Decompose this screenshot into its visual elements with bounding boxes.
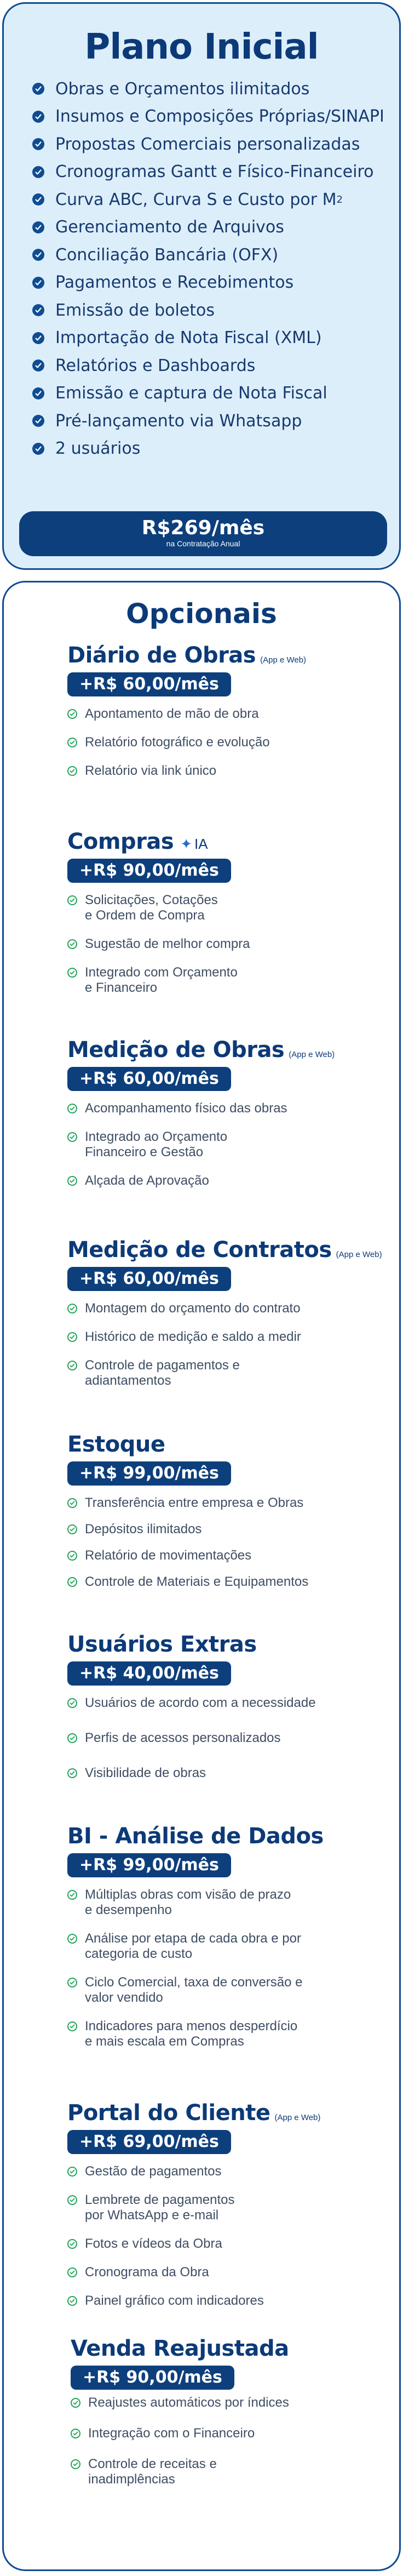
plan-feature-label: Curva ABC, Curva S e Custo por M — [55, 190, 337, 209]
check-circle-icon — [67, 1551, 77, 1561]
section-items — [67, 1695, 374, 1781]
list-item — [67, 1931, 374, 1962]
section-tag: (App e Web) — [260, 655, 307, 665]
check-circle-icon — [71, 2459, 80, 2469]
optional-usuarios-extras — [67, 1632, 374, 1801]
check-circle-icon — [67, 738, 77, 747]
item-label: Relatório fotográfico e evolução — [85, 735, 270, 750]
check-circle-icon — [67, 968, 77, 978]
plan-feature-label: Conciliação Bancária (OFX) — [55, 245, 279, 265]
check-circle-icon — [67, 1577, 77, 1587]
m2-superscript: 2 — [336, 193, 343, 205]
check-circle-icon — [67, 2296, 77, 2306]
section-items — [67, 1301, 374, 1389]
section-title: Medição de Contratos — [67, 1237, 332, 1263]
plan-feature-label: Propostas Comerciais personalizadas — [55, 134, 360, 154]
list-item — [67, 2293, 374, 2309]
optional-medicao-de-obras — [67, 1037, 374, 1202]
list-item — [67, 1548, 374, 1563]
list-item — [67, 965, 374, 996]
optional-portal-do-cliente — [67, 2100, 374, 2322]
plan-feature-label: Insumos e Composições Próprias/SINAPI — [55, 107, 384, 127]
plan-feature-label: Emissão e captura de Nota Fiscal — [55, 384, 327, 403]
item-label: Depósitos ilimitados — [85, 1522, 202, 1537]
list-item — [67, 735, 374, 750]
section-title: Usuários Extras — [67, 1632, 257, 1657]
check-circle-icon — [67, 895, 77, 905]
plan-feature — [32, 241, 394, 269]
list-item — [67, 1522, 374, 1537]
check-icon — [32, 415, 44, 427]
optionals-title: Opcionais — [126, 598, 277, 630]
check-circle-icon — [67, 1104, 77, 1113]
plan-feature — [32, 214, 394, 242]
check-icon — [32, 193, 44, 205]
list-item — [67, 1101, 374, 1116]
item-label: Visibilidade de obras — [85, 1766, 206, 1780]
section-title: Portal do Cliente — [67, 2100, 270, 2126]
section-price: +R$ 60,00/mês — [67, 1067, 231, 1091]
item-label: Transferência entre empresa e Obras — [85, 1495, 304, 1510]
check-circle-icon — [67, 709, 77, 719]
item-label: Fotos e vídeos da Obra — [85, 2236, 222, 2251]
plan-title: Plano Inicial — [84, 27, 319, 67]
plan-feature — [32, 296, 394, 324]
check-icon — [32, 387, 44, 399]
section-tag: (App e Web) — [336, 1250, 382, 1259]
list-item — [67, 1329, 374, 1345]
list-item — [67, 1495, 374, 1511]
list-item — [67, 2019, 374, 2049]
list-item — [67, 1301, 374, 1316]
list-item — [71, 2395, 377, 2411]
plan-feature-label: Cronogramas Gantt e Físico-Financeiro — [55, 162, 374, 182]
plan-feature — [32, 130, 394, 158]
check-icon — [32, 83, 44, 95]
list-item — [67, 2164, 374, 2179]
section-price: +R$ 60,00/mês — [67, 1267, 231, 1291]
check-icon — [32, 332, 44, 344]
plan-feature-list — [32, 75, 394, 462]
section-price: +R$ 90,00/mês — [71, 2366, 234, 2390]
plan-feature-label: Pagamentos e Recebimentos — [55, 273, 294, 293]
check-icon — [32, 249, 44, 261]
list-item — [67, 2236, 374, 2252]
ia-badge — [180, 836, 208, 853]
plan-feature — [32, 186, 394, 214]
plan-feature — [32, 158, 394, 186]
section-price: +R$ 60,00/mês — [67, 672, 231, 696]
plan-feature-label: Obras e Orçamentos ilimitados — [55, 79, 310, 99]
item-label: Múltiplas obras com visão de prazo e desempenho — [85, 1887, 291, 1917]
section-items — [67, 706, 374, 779]
section-title: Compras — [67, 829, 174, 854]
list-item — [67, 2265, 374, 2280]
list-item — [67, 2192, 374, 2223]
item-label: Painel gráfico com indicadores — [85, 2293, 264, 2308]
ia-label: IA — [194, 836, 208, 852]
section-price: +R$ 90,00/mês — [67, 859, 231, 883]
sparkle-icon: ✦ — [180, 836, 192, 852]
optional-compras — [67, 829, 374, 1009]
check-circle-icon — [67, 1132, 77, 1142]
plan-feature-label: 2 usuários — [55, 439, 141, 459]
section-items — [67, 1101, 374, 1189]
section-title: Medição de Obras — [67, 1037, 285, 1063]
item-label: Controle de receitas e inadimplências — [88, 2457, 217, 2487]
section-tag: (App e Web) — [274, 2113, 321, 2122]
optional-venda-reajustada — [71, 2336, 377, 2503]
optional-medicao-de-contratos — [67, 1237, 382, 1402]
list-item — [67, 1358, 374, 1389]
plan-price-bar — [19, 511, 387, 556]
plan-feature — [32, 103, 394, 131]
list-item — [67, 936, 374, 952]
plan-feature — [32, 269, 394, 297]
item-label: Usuários de acordo com a necessidade — [85, 1695, 316, 1710]
plan-feature — [32, 435, 394, 463]
optionals-card — [2, 581, 401, 2571]
plan-price-note: na Contratação Anual — [166, 539, 240, 548]
item-label: Reajustes automáticos por índices — [88, 2395, 289, 2410]
item-label: Integrado ao Orçamento Financeiro e Gestão — [85, 1129, 228, 1160]
list-item — [67, 1173, 374, 1189]
check-circle-icon — [67, 939, 77, 949]
check-circle-icon — [67, 1176, 77, 1186]
list-item — [67, 706, 374, 722]
check-circle-icon — [67, 2021, 77, 2031]
section-tag: (App e Web) — [289, 1050, 335, 1059]
plan-feature — [32, 324, 394, 352]
item-label: Sugestão de melhor compra — [85, 936, 250, 951]
list-item — [71, 2426, 377, 2441]
check-icon — [32, 304, 44, 316]
section-items — [71, 2395, 377, 2487]
check-circle-icon — [71, 2429, 80, 2438]
check-circle-icon — [67, 1498, 77, 1508]
plan-feature-label: Importação de Nota Fiscal (XML) — [55, 328, 322, 348]
check-icon — [32, 277, 44, 289]
item-label: Integração com o Financeiro — [88, 2426, 255, 2441]
section-price: +R$ 40,00/mês — [67, 1661, 231, 1686]
check-circle-icon — [67, 2239, 77, 2249]
optional-estoque — [67, 1432, 374, 1601]
item-label: Controle de Materiais e Equipamentos — [85, 1574, 309, 1589]
item-label: Ciclo Comercial, taxa de conversão e valor vendido — [85, 1975, 303, 2005]
check-circle-icon — [67, 766, 77, 776]
section-items — [67, 1887, 374, 2049]
list-item — [67, 1574, 374, 1590]
section-items — [67, 893, 374, 996]
check-circle-icon — [67, 1361, 77, 1370]
check-circle-icon — [67, 1733, 77, 1743]
section-title: Venda Reajustada — [71, 2336, 289, 2361]
plan-feature — [32, 352, 394, 380]
check-circle-icon — [67, 1890, 77, 1900]
section-title: Estoque — [67, 1432, 165, 1457]
check-circle-icon — [67, 2167, 77, 2177]
plan-feature — [32, 407, 394, 435]
item-label: Controle de pagamentos e adiantamentos — [85, 1358, 240, 1388]
optional-bi-analise-de-dados — [67, 1824, 374, 2063]
item-label: Gestão de pagamentos — [85, 2164, 222, 2179]
check-icon — [32, 138, 44, 150]
plan-price: R$269/mês — [141, 517, 265, 539]
check-circle-icon — [67, 1768, 77, 1778]
plan-feature-label: Gerenciamento de Arquivos — [55, 218, 284, 237]
item-label: Histórico de medição e saldo a medir — [85, 1329, 301, 1344]
section-title: Diário de Obras — [67, 643, 256, 668]
check-circle-icon — [67, 1698, 77, 1708]
item-label: Relatório via link único — [85, 763, 217, 778]
list-item — [67, 1695, 374, 1711]
section-items — [67, 2164, 374, 2309]
check-icon — [32, 359, 44, 372]
plan-feature-label: Relatórios e Dashboards — [55, 356, 256, 375]
list-item — [67, 893, 374, 923]
plan-feature-label: Emissão de boletos — [55, 300, 215, 320]
list-item — [67, 1887, 374, 1918]
check-circle-icon — [67, 2195, 77, 2205]
plan-feature — [32, 380, 394, 408]
check-icon — [32, 166, 44, 178]
item-label: Apontamento de mão de obra — [85, 706, 259, 721]
item-label: Indicadores para menos desperdício e mais escala em Compras — [85, 2019, 298, 2049]
list-item — [67, 763, 374, 779]
check-icon — [32, 443, 44, 455]
check-icon — [32, 221, 44, 233]
section-title: BI - Análise de Dados — [67, 1824, 324, 1849]
check-circle-icon — [67, 1524, 77, 1534]
item-label: Acompanhamento físico das obras — [85, 1101, 287, 1116]
plan-card — [2, 2, 401, 570]
optional-diario-de-obras — [67, 643, 374, 792]
list-item — [67, 1129, 374, 1160]
check-icon — [32, 111, 44, 123]
section-price: +R$ 69,00/mês — [67, 2130, 231, 2154]
check-circle-icon — [67, 2267, 77, 2277]
list-item — [67, 1730, 374, 1746]
check-circle-icon — [71, 2398, 80, 2408]
item-label: Montagem do orçamento do contrato — [85, 1301, 301, 1316]
plan-feature — [32, 75, 394, 103]
item-label: Alçada de Aprovação — [85, 1173, 209, 1188]
check-circle-icon — [67, 1934, 77, 1944]
section-price: +R$ 99,00/mês — [67, 1461, 231, 1486]
list-item — [71, 2457, 377, 2487]
list-item — [67, 1766, 374, 1781]
plan-feature-label: Pré-lançamento via Whatsapp — [55, 411, 302, 431]
section-price: +R$ 99,00/mês — [67, 1853, 231, 1877]
check-circle-icon — [67, 1978, 77, 1987]
item-label: Lembrete de pagamentos por WhatsApp e e-mail — [85, 2192, 235, 2223]
item-label: Cronograma da Obra — [85, 2265, 209, 2280]
item-label: Solicitações, Cotações e Ordem de Compra — [85, 893, 218, 923]
check-circle-icon — [67, 1304, 77, 1313]
check-circle-icon — [67, 1332, 77, 1342]
item-label: Perfis de acessos personalizados — [85, 1730, 281, 1745]
item-label: Relatório de movimentações — [85, 1548, 252, 1563]
list-item — [67, 1975, 374, 2006]
item-label: Integrado com Orçamento e Financeiro — [85, 965, 238, 995]
item-label: Análise por etapa de cada obra e por categoria de custo — [85, 1931, 301, 1961]
section-items — [67, 1495, 374, 1590]
